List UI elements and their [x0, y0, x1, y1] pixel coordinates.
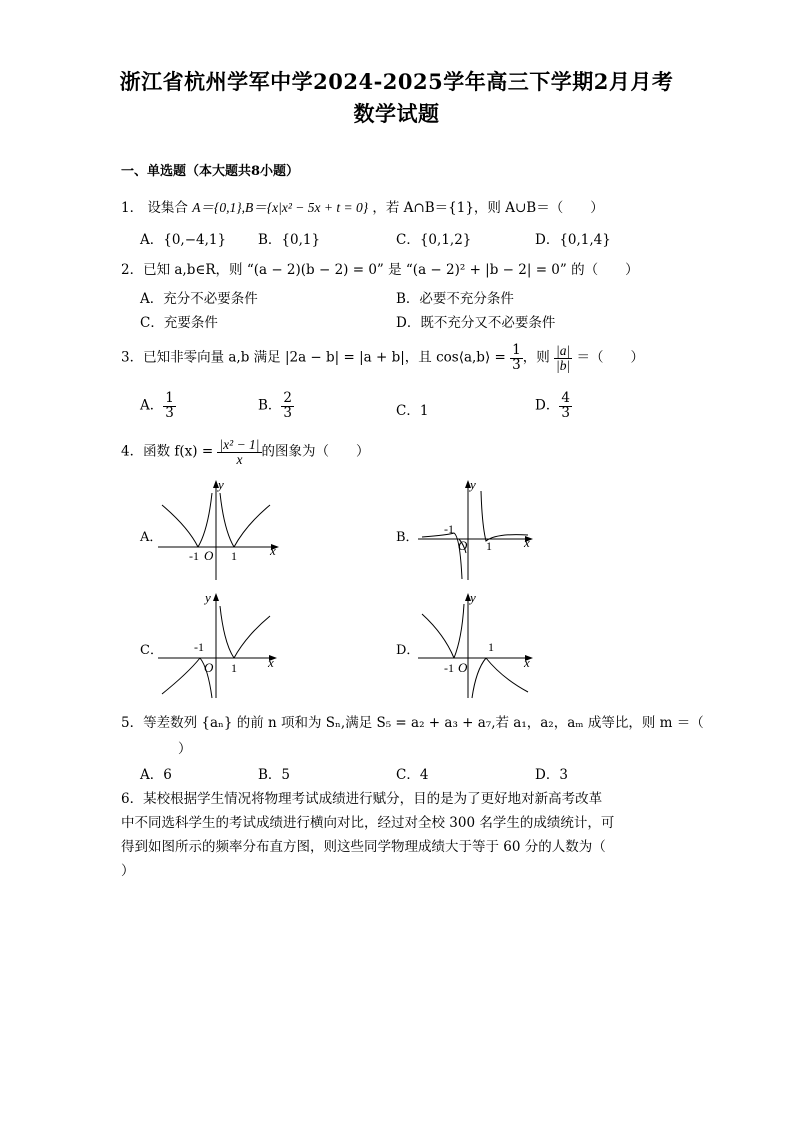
question-number: 1． — [121, 200, 144, 216]
option-d[interactable]: D．{0,1,4} — [535, 232, 611, 248]
pos-one-label: 1 — [231, 549, 237, 563]
question-3: 3．已知非零向量 a,b 满足 |2a − b| = |a + b|，且 cos⟨a,b⟩ = $\frac{1}{3}$ ，则 $\frac{|a|}{|b|}$ ＝（ ） — [121, 342, 644, 373]
question-text: 等差数列 {aₙ} 的前 n 项和为 Sₙ,满足 S₅ = a₂ + a₃ + a₇,若 a₁，a₂，aₘ 成等比，则 m ＝（ — [143, 715, 704, 731]
option-a[interactable]: A． — [140, 530, 163, 545]
origin-label: O — [204, 660, 214, 675]
option-c[interactable]: C．充要条件 — [140, 315, 218, 331]
curve-right — [481, 491, 528, 541]
option-d[interactable]: D． $\frac{4}{3}$ — [535, 390, 570, 421]
option-b[interactable]: B．必要不充分条件 — [396, 291, 514, 307]
neg-one-label: -1 — [444, 661, 454, 675]
ratio-fraction: $\frac{|a|}{|b|}$ — [556, 343, 571, 373]
curve-right — [234, 505, 270, 547]
x-label: x — [270, 543, 276, 558]
option-b[interactable]: B． $\frac{2}{3}$ — [258, 390, 293, 421]
curve-right — [234, 616, 270, 658]
graph-d — [418, 588, 548, 700]
curve-mid-right — [220, 606, 234, 658]
y-label: y — [470, 590, 476, 605]
question-6-line3: 得到如图所示的频率分布直方图，则这些同学物理成绩大于等于 60 分的人数为（ — [121, 839, 606, 855]
question-number: 2． — [121, 262, 144, 278]
curve-right — [486, 658, 528, 692]
option-b[interactable]: B．{0,1} — [258, 232, 321, 248]
neg-one-label: -1 — [444, 522, 454, 536]
curve-mid-right — [220, 493, 234, 547]
option-b[interactable]: B． — [396, 530, 419, 545]
graph-c — [158, 588, 288, 700]
question-6-line4: ） — [121, 863, 135, 879]
question-text: 已知 a,b∈R，则 “(a − 2)(b − 2) = 0” 是 “(a − 2)² + |b − 2| = 0” 的（ ） — [143, 262, 639, 278]
paper-title-line2: 数学试题 — [353, 101, 440, 126]
option-a[interactable]: A．6 — [140, 767, 172, 783]
option-a[interactable]: A．{0,−4,1} — [140, 232, 227, 248]
curve-mid-left — [198, 493, 212, 547]
option-a[interactable]: A．充分不必要条件 — [140, 291, 258, 307]
neg-one-label: -1 — [194, 640, 204, 654]
question-text: 设集合 — [147, 200, 188, 216]
option-c[interactable]: C．{0,1,2} — [396, 232, 472, 248]
option-b[interactable]: B．5 — [258, 767, 291, 783]
graph-b — [418, 475, 548, 585]
section-header: 一、单选题（本大题共8小题） — [121, 164, 300, 179]
y-label: y — [470, 477, 476, 492]
x-label: x — [268, 655, 274, 670]
question-text: 函数 f(x) = — [143, 443, 218, 460]
question-number: 5． — [121, 715, 144, 731]
pos-one-label: 1 — [486, 539, 492, 553]
function-fraction: $\frac{\text{|x² − 1|}}{x}$ — [219, 437, 260, 467]
question-text: 已知非零向量 a,b 满足 |2a − b| = |a + b|，且 cos⟨a,b⟩ = — [143, 349, 511, 366]
option-d[interactable]: D． — [396, 643, 420, 658]
curve-left — [422, 614, 454, 658]
y-axis-arrow — [213, 593, 219, 601]
question-4: 4．函数 f(x) = $\frac{\text{|x² − 1|}}{x}$ 的图象为（ ） — [121, 437, 370, 467]
neg-one-label: -1 — [189, 549, 199, 563]
y-label: y — [205, 590, 211, 605]
question-number: 4． — [121, 443, 144, 460]
x-label: x — [524, 535, 530, 550]
paper-title-line1: 浙江省杭州学军中学2024-2025学年高三下学期2月月考 — [119, 69, 674, 94]
origin-label: O — [204, 548, 214, 563]
pos-one-label: 1 — [488, 640, 494, 654]
curve-left — [422, 533, 462, 579]
question-text: 某校根据学生情况将物理考试成绩进行赋分，目的是为了更好地对新高考改革 — [143, 791, 603, 807]
curve-left — [162, 505, 198, 547]
fraction: $\frac{1}{3}$ — [512, 342, 521, 373]
question-number: 6． — [121, 791, 144, 807]
curve-left — [162, 658, 200, 694]
question-condition: ，若 A∩B＝{1}，则 A∪B＝（ ） — [372, 200, 604, 216]
set-a: A＝{0,1} — [192, 200, 242, 215]
option-c[interactable]: C． — [140, 643, 163, 658]
curve-mid-left — [454, 604, 464, 658]
question-1 — [121, 196, 604, 216]
graph-a — [158, 475, 288, 585]
origin-label: O — [458, 538, 468, 553]
set-b: ,B＝{x|x² − 5x + t = 0} — [241, 200, 369, 215]
question-2 — [121, 258, 639, 278]
origin-label: O — [458, 660, 468, 675]
x-label: x — [524, 655, 530, 670]
question-5-tail: ） — [178, 741, 192, 757]
question-6-line2: 中不同选科学生的考试成绩进行横向对比，经过对全校 300 名学生的成绩统计，可 — [121, 815, 615, 831]
option-c[interactable]: C．4 — [396, 767, 429, 783]
y-label: y — [218, 477, 224, 492]
question-number: 3． — [121, 349, 144, 366]
question-6 — [121, 787, 602, 807]
curve-mid-right — [472, 658, 486, 698]
option-d[interactable]: D．3 — [535, 767, 568, 783]
option-d[interactable]: D．既不充分又不必要条件 — [396, 315, 556, 331]
option-a[interactable]: A． $\frac{1}{3}$ — [140, 390, 174, 421]
question-5 — [121, 711, 704, 731]
option-c[interactable]: C．1 — [396, 403, 429, 419]
pos-one-label: 1 — [231, 661, 237, 675]
